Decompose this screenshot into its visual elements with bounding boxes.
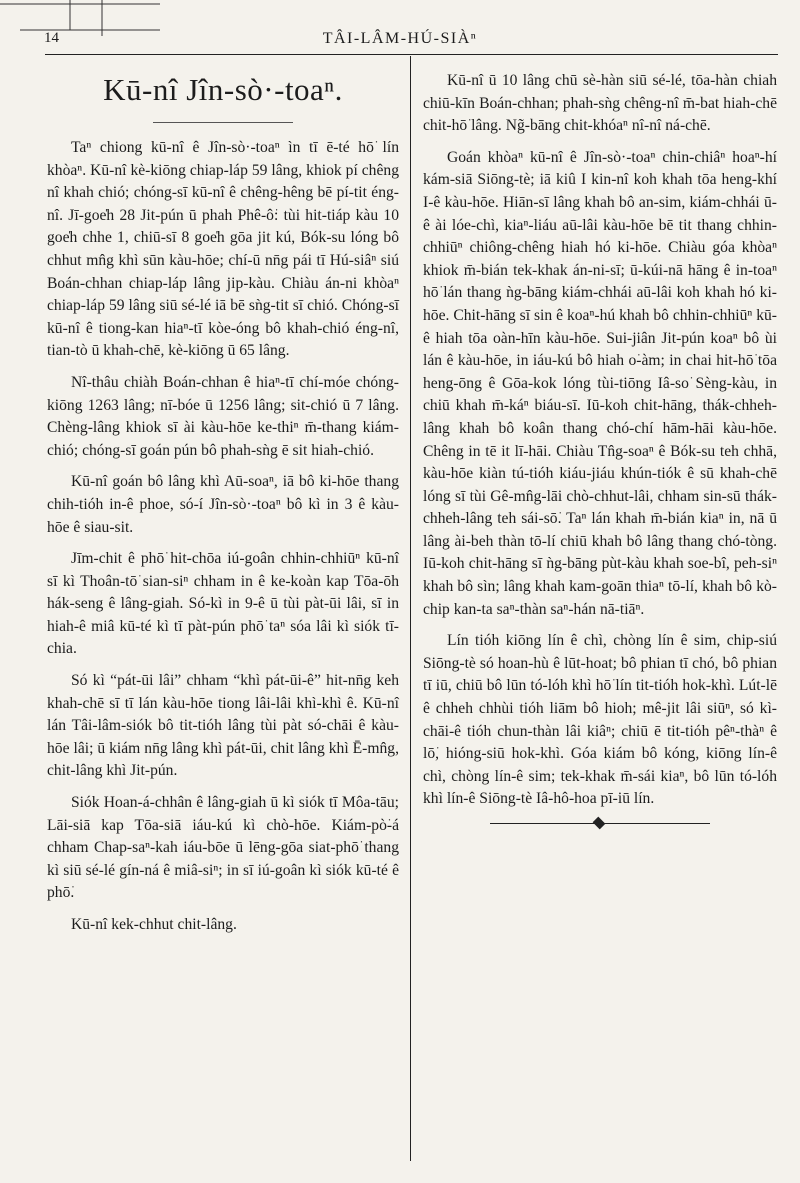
article-title: Kū-nî Jîn-sò·-toaⁿ. — [103, 72, 343, 107]
end-ornament-rule — [490, 823, 710, 824]
paragraph: Siók Hoan-á-chhân ê lâng-giah ū kì siók tī Môa-tāu; Lāi-siā kap Tōa-siā iáu-kú kì chò-hōe. Kiám-pò͘-á chham Chap-saⁿ-kah iáu-bōe ū lēng-gōa siat-phō͘ thang kì siū sé-lé gín-ná ê miâ-siⁿ; in sī iú-goân kì siók kū-té ê phō͘. — [47, 794, 399, 902]
paragraph: Kū-nî ū 10 lâng chū sè-hàn siū sé-lé, tōa-hàn chiah chiū-kīn Boán-chhan; phah-sǹg chêng-nî m̄-bat hiah-chē chit-hō͘ lâng. Ng̃-bāng chit-khóaⁿ nî-nî ná-chē. — [423, 72, 777, 135]
running-header: TÂI-LÂM-HÚ-SIÀⁿ — [322, 30, 478, 47]
title-rule — [153, 122, 293, 123]
diamond-ornament-icon — [593, 817, 606, 830]
column-divider — [410, 56, 411, 1161]
paragraph: Jīm-chit ê phō͘ hit-chōa iú-goân chhin-chhiūⁿ kū-nî sī kì Thoân-tō͘ sian-siⁿ chham in ê ke-koàn kap Tōa-ōh hák-seng ê lâng-giah. Só-kì in 9-ê ū tùi pàt-ūi lâi, sī in hiah-ê miâ kū-té kì tī pàt-pún phō͘ taⁿ sóa lâi kì siók tī-chia. — [47, 550, 399, 658]
left-column — [47, 62, 399, 946]
paragraph: Kū-nî goán bô lâng khì Aū-soaⁿ, iā bô ki-hōe thang chih-tióh in-ê phoe, só-í Jîn-sò·-toaⁿ bô kì in 3 ê kàu-hōe ê siau-sit. — [47, 473, 399, 536]
paragraph: Goán khòaⁿ kū-nî ê Jîn-sò·-toaⁿ chin-chiâⁿ hoaⁿ-hí kám-siā Siōng-tè; iā kiû I kin-nî koh khah tōa heng-khí I-ê kàu-hōe. Hiān-sī lâng khah bô an-sim, kiám-chhái ū-ê ài lóe-chì, kiaⁿ-liáu aū-lâi kàu-hōe bē tit thang chhin-chhiūⁿ chiông-chêng hiah hó ki-hōe. Chiàu góa khòaⁿ khiok m̄-bián tek-khak án-ni-sī; ū-kúi-nā hāng ê in-toaⁿ hō͘ lán thang ǹg-bāng kiám-chhái aū-lâi koh khah hó ki-hōe. Chit-hāng sī sin ê koaⁿ-hú khah bô chhin-chhiūⁿ kū-ê hiah tōa oàn-hīn kàu-hōe. Sui-jiân Jit-pún koaⁿ bô ùi lán ê kàu-hōe, in iáu-kú bô hiah o͘-àm; in chai hit-hō͘ tōa heng-ōng ê Gōa-kok lóng tùi-tiōng Iâ-so͘ Sèng-kàu, in chiū khah m̄-káⁿ biáu-sī. Iū-koh chit-hāng, thák-chheh-lâng khah bô koân thang chó-chí hām-hāi kàu-hōe. Chêng in tē it lī-hāi. Chiàu Tn̂g-soaⁿ ê Bók-su teh chhā, kàu-hōe kiàn tú-tióh kiáu-jiáu khún-tiók ê sū khah-chē lóng sī tùi Gê-mn̂g-lāi chò-chhut-lâi, chham sin-sū thák-chheh-lâng teh sái-sō͘. Taⁿ lán khah m̄-bián kiaⁿ in, nā ū lâng ài-beh thàn tō-lí chiū khah bô lâng thang chó-tòng. Iū-koh chit-hāng sī ǹg-bāng pùt-kàu khah soe-bî, peh-siⁿ khah bô sìn; lâng khah kam-goān thiaⁿ tō-lí, khah bô kò-chip kan-ta saⁿ-thàn saⁿ-hán nā-tiāⁿ. — [423, 148, 777, 618]
paragraph: Só kì “pát-ūi lâi” chham “khì pát-ūi-ê” hit-nn̄g keh khah-chē sī tī lán kàu-hōe tiong lâi-lâi khì-khì ê. Kū-nî lán Tâi-lâm-siók bô tit-tióh lâng tùi pàt só-chāi ê kàu-hōe lâi; ū kiám nn̄g lâng khì pát-ūi, chit lâng khì Ē-mn̂g, chit-lâng khì Jit-pún. — [47, 672, 399, 780]
paragraph: Taⁿ chiong kū-nî ê Jîn-sò·-toaⁿ ìn tī ē-té hō͘ lín khòaⁿ. Kū-nî kè-kiōng chiap-láp 59 lâng, khiok pí chêng nî khah chió; chóng-sī kū-nî ê chêng-hêng bē pí-tit éng-nî. Jī-goe̍h 28 Jit-pún ū phah Phê-ô͘: tùi hit-tiáp kàu 10 goe̍h chhe 1, chiū-sī 8 goe̍h gōa jit kú, Bók-su lóng bô chhut mn̂g khì sūn kàu-hōe; chí-ū nn̄g pái tī Hú-siâⁿ siú Boán-chhan chiap-láp lâng jip-kàu. Chiàu án-ni khòaⁿ chiap-láp 59 lâng siū sé-lé iā bē sǹg-tit sī chió. Chóng-sī kū-nî ê tiong-kan hiaⁿ-tī kòe-óng bô khah-chió éng-nî, tian-tò ū khah-chē, kè-kiōng ū 65 lâng. — [47, 139, 399, 360]
paragraph: Lín tióh kiōng lín ê chì, chòng lín ê sim, chip-siú Siōng-tè só hoan-hù ê lūt-hoat; bô phian tī chó, bô phian tī iū, chiū bô lūn tó-lóh khì hō͘ lín tit-tióh hok-khì. Lút-lē ê chheh chhùi tióh liām bô hioh; mê-jit lâi siūⁿ, só kì-chāi-ê tióh chun-thàn lâi kiâⁿ; chiū ē tit-tióh pêⁿ-thàⁿ ê lō͘, hióng-siū hok-khì. Góa kiám bô kóng, kiōng lín-ê chì, chòng lín-ê sim; tek-khak m̄-sái kiaⁿ, bô lūn tó-lóh khì lín-ê Siōng-tè Iâ-hô-hoa pī-iū lín. — [423, 632, 777, 808]
paragraph: Kū-nî kek-chhut chit-lâng. — [71, 916, 237, 933]
paragraph: Nî-thâu chiàh Boán-chhan ê hiaⁿ-tī chí-móe chóng-kiōng 1263 lâng; nī-bóe ū 1256 lâng; sit-chió ū 7 lâng. Chèng-lâng khiok sī ài kàu-hōe ke-thiⁿ m̄-thang kiám-chió; chóng-sī goán pún bô phah-sǹg ē sit hiah-chió. — [47, 373, 399, 459]
page-number: 14 — [44, 30, 59, 46]
header-rule — [45, 54, 778, 55]
right-column — [423, 70, 777, 824]
